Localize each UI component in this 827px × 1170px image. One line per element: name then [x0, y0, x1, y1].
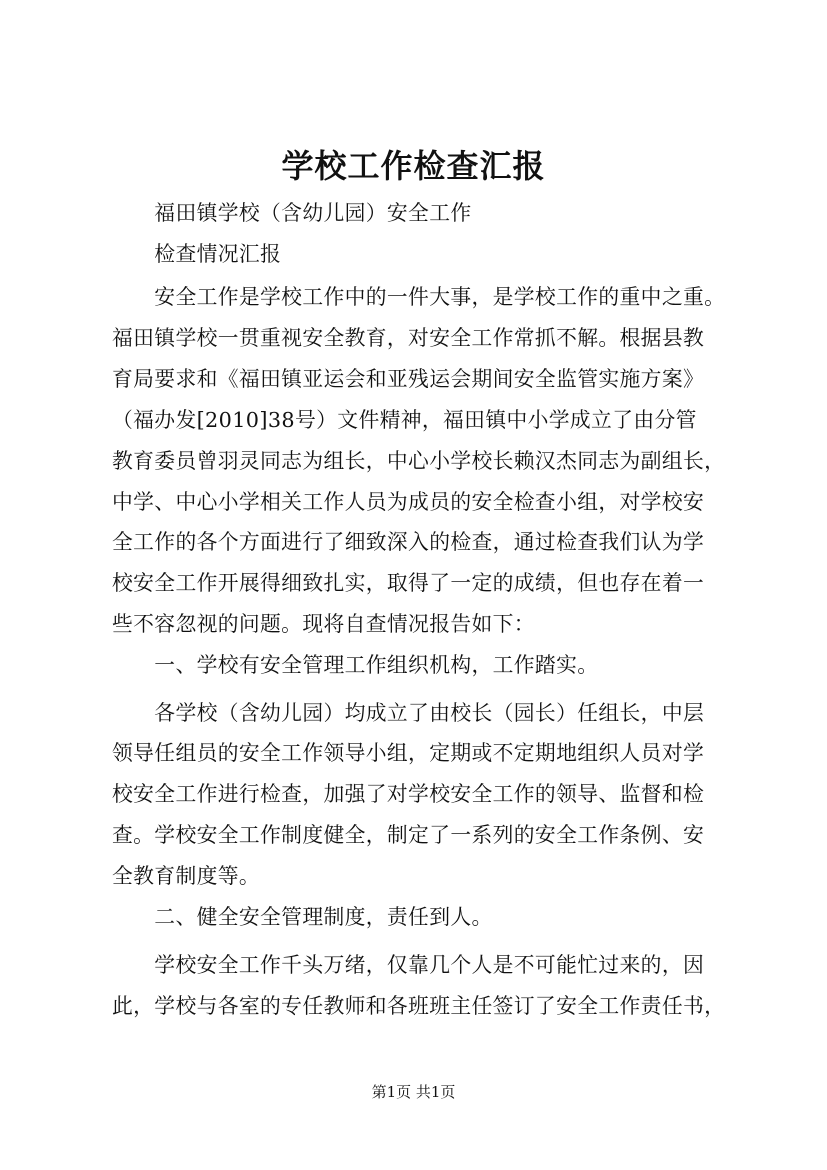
- text-line: 校安全工作进行检查，加强了对学校安全工作的领导、监督和检: [112, 782, 705, 806]
- document-title: 学校工作检查汇报: [281, 147, 546, 185]
- text-line: 福田镇学校一贯重视安全教育，对安全工作常抓不解。根据县教: [112, 326, 705, 350]
- text-line: 中学、中心小学相关工作人员为成员的安全检查小组，对学校安: [112, 490, 705, 514]
- text-line: 安全工作是学校工作中的一件大事，是学校工作的重中之重。: [112, 285, 726, 309]
- text-line: （福办发[2010]38号）文件精神，福田镇中小学成立了由分管: [112, 408, 697, 432]
- text-line: 教育委员曾羽灵同志为组长，中心小学校长赖汉杰同志为副组长，: [112, 449, 726, 473]
- text-line: 此，学校与各室的专任教师和各班班主任签订了安全工作责任书，: [112, 994, 726, 1018]
- text-line: 福田镇学校（含幼儿园）安全工作: [112, 201, 472, 225]
- text-line: 校安全工作开展得细致扎实，取得了一定的成绩，但也存在着一: [112, 571, 705, 595]
- page-number-footer: 第1页 共1页: [371, 1083, 456, 1101]
- text-line: 领导任组员的安全工作领导小组，定期或不定期地组织人员对学: [112, 741, 705, 765]
- text-line: 各学校（含幼儿园）均成立了由校长（园长）任组长，中层: [112, 701, 705, 725]
- text-line: 一、学校有安全管理工作组织机构，工作踏实。: [112, 653, 599, 677]
- text-line: 全教育制度等。: [112, 864, 261, 888]
- text-line: 查。学校安全工作制度健全，制定了一系列的安全工作条例、安: [112, 823, 705, 847]
- text-line: 检查情况汇报: [112, 242, 282, 266]
- text-line: 育局要求和《福田镇亚运会和亚残运会期间安全监管实施方案》: [112, 367, 705, 391]
- text-line: 二、健全安全管理制度，责任到人。: [112, 905, 493, 929]
- text-line: 学校安全工作千头万绪，仅靠几个人是不可能忙过来的，因: [112, 953, 705, 977]
- text-line: 全工作的各个方面进行了细致深入的检查，通过检查我们认为学: [112, 530, 705, 554]
- text-line: 些不容忽视的问题。现将自查情况报告如下：: [112, 612, 535, 636]
